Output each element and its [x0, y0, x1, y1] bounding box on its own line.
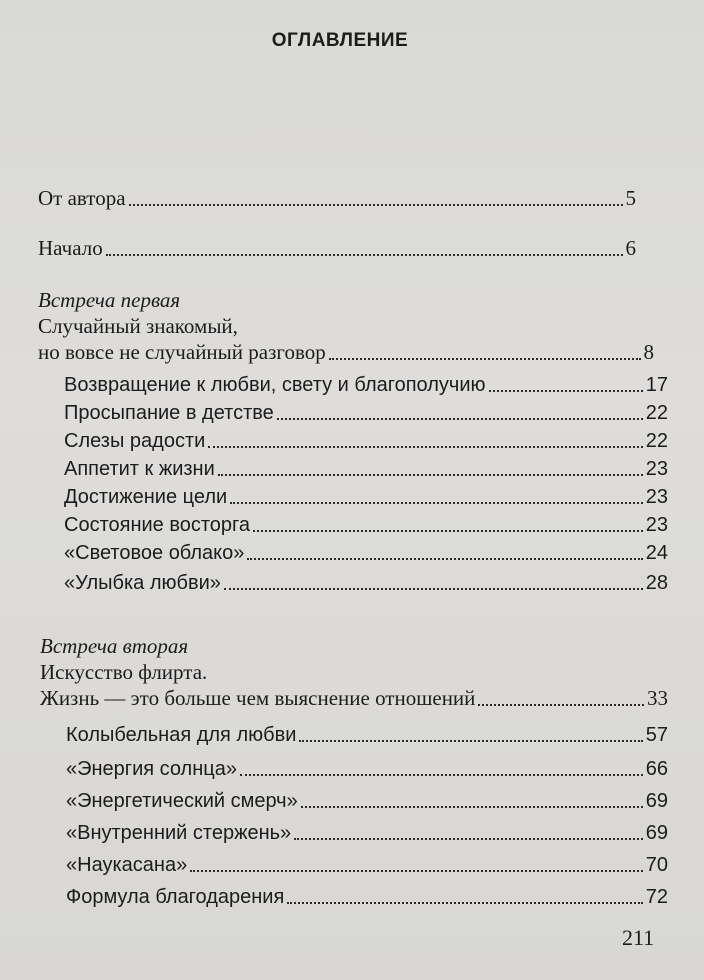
toc-entry-label: но вовсе не случайный разговор — [38, 340, 326, 364]
section-heading: Встреча первая — [38, 288, 181, 312]
leader-dots — [190, 870, 643, 872]
toc-entry-label: От автора — [38, 186, 126, 210]
section-heading: Встреча вторая — [40, 634, 189, 658]
toc-entry-label: Аппетит к жизни — [64, 458, 215, 480]
toc-subentry — [64, 458, 668, 481]
toc-entry-label: «Внутренний стержень» — [66, 822, 292, 844]
toc-entry-page: 22 — [645, 430, 668, 452]
toc-entry-label: Возвращение к любви, свету и благополучию — [64, 374, 486, 396]
toc-entry-label: «Энергетический смерч» — [66, 790, 298, 812]
toc-entry-page: 23 — [645, 486, 668, 508]
toc-subentry — [64, 572, 668, 595]
toc-subentry — [66, 854, 668, 877]
toc-subentry — [66, 790, 668, 813]
toc-entry-label: Слезы радости — [64, 430, 206, 452]
toc-entry-label: «Наукасана» — [66, 854, 188, 876]
toc-entry-chapter — [38, 340, 654, 365]
leader-dots — [208, 446, 642, 448]
leader-dots — [277, 418, 643, 420]
toc-entry-page: 22 — [645, 402, 668, 424]
leader-dots — [129, 204, 623, 206]
toc-entry-label: Просыпание в детстве — [64, 402, 274, 424]
toc-subentry — [66, 886, 668, 909]
toc-entry-label: Колыбельная для любви — [66, 724, 297, 746]
toc-subentry — [64, 374, 668, 397]
page-title: ОГЛАВЛЕНИЕ — [271, 30, 409, 51]
toc-entry-page: 28 — [645, 572, 668, 594]
leader-dots — [230, 502, 643, 504]
toc-entry-author — [38, 186, 636, 211]
leader-dots — [329, 358, 641, 360]
toc-entry-label: Начало — [38, 236, 103, 260]
leader-dots — [247, 558, 642, 560]
toc-entry-label: Формула благодарения — [66, 886, 285, 908]
toc-subentry — [64, 542, 668, 565]
toc-entry-page: 33 — [647, 686, 668, 710]
toc-entry-page: 23 — [645, 458, 668, 480]
toc-subentry — [64, 514, 668, 537]
toc-entry-page: 69 — [645, 822, 668, 844]
leader-dots — [489, 390, 643, 392]
leader-dots — [301, 806, 643, 808]
toc-entry-label: Жизнь — это больше чем выяснение отношений — [40, 686, 476, 710]
leader-dots — [478, 704, 644, 706]
leader-dots — [253, 530, 643, 532]
toc-entry-page: 6 — [625, 236, 636, 260]
page-number: 211 — [622, 925, 655, 950]
leader-dots — [224, 588, 643, 590]
toc-entry-page: 69 — [645, 790, 668, 812]
toc-entry-page: 8 — [643, 340, 654, 364]
toc-subentry — [66, 822, 668, 845]
toc-subentry — [66, 758, 668, 781]
toc-entry-page: 70 — [645, 854, 668, 876]
toc-entry-page: 17 — [645, 374, 668, 396]
leader-dots — [218, 474, 643, 476]
toc-entry-page: 5 — [625, 186, 636, 210]
toc-subentry — [66, 724, 668, 747]
toc-entry-page: 23 — [645, 514, 668, 536]
toc-subentry — [64, 430, 668, 453]
toc-subentry — [64, 486, 668, 509]
toc-entry-label: Достижение цели — [64, 486, 228, 508]
toc-subentry — [64, 402, 668, 425]
toc-entry-page: 57 — [645, 724, 668, 746]
leader-dots — [106, 254, 623, 256]
leader-dots — [294, 838, 643, 840]
toc-entry-label: Состояние восторга — [64, 514, 251, 536]
leader-dots — [299, 740, 642, 742]
toc-entry-label: «Энергия солнца» — [66, 758, 237, 780]
leader-dots — [287, 902, 642, 904]
toc-entry-label: «Улыбка любви» — [64, 572, 221, 594]
toc-entry-page: 72 — [645, 886, 668, 908]
toc-entry-label: «Световое облако» — [64, 542, 245, 564]
leader-dots — [240, 774, 643, 776]
chapter-title-line: Случайный знакомый, — [38, 314, 238, 338]
toc-entry-page: 24 — [645, 542, 668, 564]
toc-entry-page: 66 — [645, 758, 668, 780]
chapter-title-line: Искусство флирта. — [40, 660, 208, 684]
toc-entry-start — [38, 236, 636, 261]
toc-entry-chapter — [40, 686, 668, 711]
